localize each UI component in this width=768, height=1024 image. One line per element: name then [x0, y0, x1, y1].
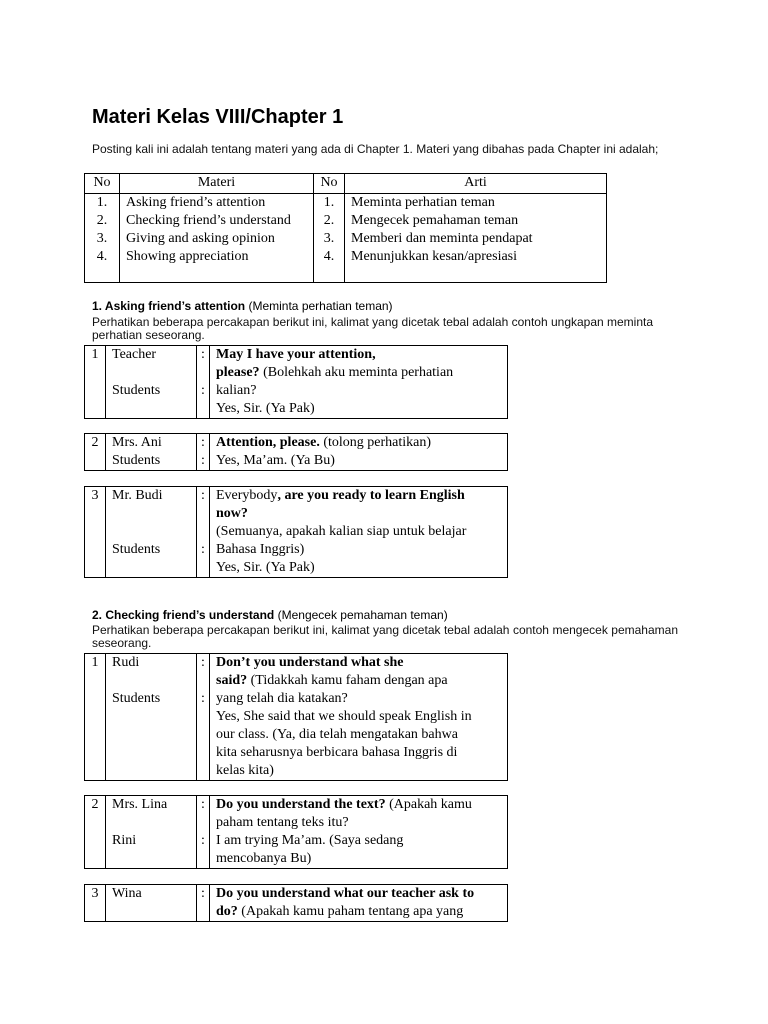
- section-2-title: [92, 608, 448, 622]
- speaker: Students: [112, 691, 161, 706]
- arti-numbers: 1. 2. 3. 4.: [314, 194, 345, 283]
- materi-item: Giving and asking opinion: [126, 231, 275, 246]
- materi-item: Asking friend’s attention: [126, 195, 266, 210]
- arti-item: Menunjukkan kesan/apresiasi: [351, 249, 518, 264]
- materi-item: Showing appreciation: [126, 249, 249, 264]
- dialog-table: [84, 653, 508, 781]
- dialog-text: Everybody, are you ready to learn English now? (Semuanya, apakah kalian siap untuk belajar Bahasa Inggris) Yes, Sir. (Ya Pak): [216, 488, 467, 575]
- speaker: Rudi: [112, 655, 140, 670]
- dialog-colons: :: [197, 885, 210, 922]
- dialog-number: 2: [85, 796, 106, 869]
- dialog-number: 1: [85, 654, 106, 781]
- materi-table: [84, 173, 607, 283]
- dialog-speakers: [106, 346, 197, 419]
- dialog-table: [84, 486, 508, 578]
- materi-table-header: [85, 174, 607, 194]
- arti-item: Memberi dan meminta pendapat: [351, 231, 533, 246]
- dialog-number: 3: [85, 487, 106, 578]
- dialog-text: Don’t you understand what she said? (Tidakkah kamu faham dengan apa yang telah dia katakan? Yes, She said that we should speak English in our class. (Ya, dia telah mengatakan bahwa kita seharusnya berbicara bahasa Inggris di kelas kita): [216, 655, 472, 778]
- dialog-colons: : :: [197, 796, 210, 869]
- section-1-description: Perhatikan beberapa percakapan berikut ini, kalimat yang dicetak tebal adalah contoh ungkapan meminta perhatian seseorang.: [92, 315, 654, 342]
- header-materi: Materi: [120, 174, 314, 194]
- speaker: Mrs. Ani: [112, 435, 162, 450]
- header-no: No: [85, 174, 120, 194]
- materi-numbers: 1. 2. 3. 4.: [85, 194, 120, 283]
- dialog-number: 2: [85, 434, 106, 471]
- dialog-text: Do you understand what our teacher ask to do? (Apakah kamu paham tentang apa yang: [216, 886, 475, 919]
- page-title: Materi Kelas VIII/Chapter 1: [92, 106, 344, 128]
- dialog-speakers: [106, 654, 197, 781]
- dialog-number: 1: [85, 346, 106, 419]
- speaker: Students: [112, 542, 161, 557]
- speaker: Students: [112, 383, 161, 398]
- dialog-colons: : :: [197, 654, 210, 781]
- arti-item: Mengecek pemahaman teman: [351, 213, 519, 228]
- speaker: Rini: [112, 833, 137, 848]
- section-2-description: Perhatikan beberapa percakapan berikut ini, kalimat yang dicetak tebal adalah contoh mengecek pemahaman seseorang.: [92, 623, 678, 650]
- dialog-speakers: [106, 434, 197, 471]
- dialog-speakers: [106, 487, 197, 578]
- header-no-2: No: [314, 174, 345, 194]
- speaker: Students: [112, 453, 161, 468]
- section-1-title-translation: (Meminta perhatian teman): [245, 299, 393, 313]
- dialog-colons: : :: [197, 487, 210, 578]
- header-arti: Arti: [345, 174, 607, 194]
- section-1-title: [92, 299, 393, 313]
- materi-table-body: [85, 194, 607, 283]
- dialog-table: [84, 345, 508, 419]
- dialog-table: [84, 433, 508, 471]
- dialog-number: 3: [85, 885, 106, 922]
- dialog-speakers: [106, 796, 197, 869]
- speaker: Mrs. Lina: [112, 797, 168, 812]
- section-2-title-translation: (Mengecek pemahaman teman): [274, 608, 448, 622]
- speaker: Teacher: [112, 347, 157, 362]
- intro-paragraph: Posting kali ini adalah tentang materi yang ada di Chapter 1. Materi yang dibahas pada Chapter ini adalah;: [92, 142, 659, 156]
- materi-item: Checking friend’s understand: [126, 213, 291, 228]
- dialog-text: May I have your attention, please? (Bolehkah aku meminta perhatian kalian? Yes, Sir. (Ya Pak): [216, 347, 454, 416]
- arti-list: [345, 194, 607, 283]
- dialog-table: [84, 884, 508, 922]
- dialog-table: [84, 795, 508, 869]
- arti-item: Meminta perhatian teman: [351, 195, 495, 210]
- section-2-title-bold: 2. Checking friend’s understand: [92, 608, 275, 622]
- speaker: Wina: [112, 886, 142, 901]
- dialog-colons: : :: [197, 434, 210, 471]
- dialog-speakers: [106, 885, 197, 922]
- section-1-title-bold: 1. Asking friend’s attention: [92, 299, 246, 313]
- dialog-text: Attention, please. (tolong perhatikan) Yes, Ma’am. (Ya Bu): [216, 435, 432, 468]
- dialog-text: Do you understand the text? (Apakah kamu paham tentang teks itu? I am trying Ma’am. (Saya sedang mencobanya Bu): [216, 797, 472, 866]
- speaker: Mr. Budi: [112, 488, 163, 503]
- materi-list: [120, 194, 314, 283]
- dialog-colons: : :: [197, 346, 210, 419]
